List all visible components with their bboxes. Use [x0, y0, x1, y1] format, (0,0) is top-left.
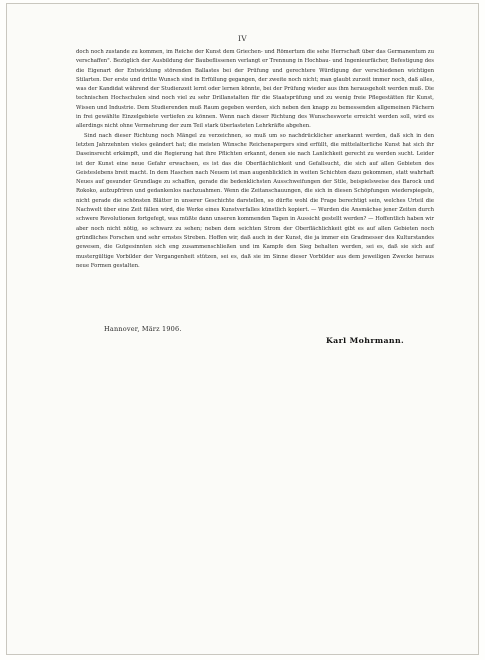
- page-number: IV: [238, 34, 247, 43]
- signature-place-date: Hannover, März 1906.: [104, 325, 182, 333]
- signature-name: Karl Mohrmann.: [326, 336, 405, 345]
- body-text: [76, 48, 434, 271]
- paragraph-2: Sind nach dieser Richtung noch Mängel zu verzeichnen, so muß um so nachdrücklicher anerkannt werden, daß sich in den letzten Jahrzehnten vieles geändert hat; die meisten Wünsche Reichenspergers sind erfüllt, die mittelalterliche Kunst hat sich ihr Daseinsrecht erkämpft, und die Regierung hat ihre Pflichten erkannt, denen sie nach Lanlichkeit gerecht zu werden sucht. Leider ist der Kunst eine neue Gefahr erwachsen, es ist das die Oberflächlichkeit und Gefallsucht, die sich auf allen Gebieten des Geisteslebens breit macht. In dem Haschen nach Neuem ist man augenblicklich in weiten Schichten dazu gekommen, statt wahrhaft Neues auf gesunder Grundlage zu schaffen, gerade die bedenklichsten Ausschweifungen der Stile, beispielsweise des Barock und Rokoko, aufzupfriren und gedankenlos nachzuahmen. Wenn die Zeitanschauungen, die sich in diesen Schöpfungen wiederspiegeln, nicht gerade die schönsten Blätter in unserer Geschichte darstellen, so dürfte wohl die Frage berechtigt sein, welches Urteil die Nachwelt über eine Zeit fällen wird, die Werke eines Kunstverfalles künstlich kopiert. — Wurden die Ansmächse jener Zeiten durch schwere Revolutionen fortgefegt, was müßte dann unseren kommenden Tagen in Aussicht gestellt werden? — Hoffentlich haben wir aber noch nicht nötig, so schwarz zu sehen; neben dem seichten Strom der Oberflächlichkeit gibt es auf allen Gebieten noch gründliches Forschen und sehr ernstes Streben. Hoffen wir, daß auch in der Kunst, die ja immer ein Gradmesser des Kulturstandes gewesen, die Gutgesinnten sich eng zusammenschließen und im Kampfe den Sieg behalten werden, sei es, daß sie sich auf mustergültige Vorbilder der Vergangenheit stützen, sei es, daß sie im Sinne dieser Vorbilder aus dem jeweiligen Zwecke heraus neue Formen gestalten.: [76, 132, 434, 269]
- paragraph-1: doch noch zustande zu kommen, im Reiche der Kunst dem Griechen- und Römertum die sehe Herrschaft über das Germanentum zu verschaffen". Bezüglich der Ausbildung der Baubeflissenen verlangt er Trennung in Hochbau- und Ingenieurfächer, Befestigung des die Eigenart der Entwicklung störenden Ballastes bei der Prüfung und gerechtere Würdigung der verschiedenen wichtigen Stilarten. Der erste und dritte Wunsch sind in Erfüllung gegangen, der zweite noch nicht; man glaubt zurzeit immer noch, daß alles, was der Kandidat während der Studienzeit lernt oder lernen könnte, bei der Prüfung wieder aus ihm herausgeholt werden muß. Die technischen Hochschulen sind noch viel zu sehr Drillanstalten für die Staatsprüfung und zu wenig freie Pflegestätten für Kunst, Wissen und Industrie. Dem Studierenden muß Raum gegeben werden, sich neben den knapp zu bemessenden allgemeinen Fächern in frei gewählte Einzelgebiete vertiefen zu können. Wenn nach dieser Richtung des Wunschesworte erreicht werden soll, wird es allerdings nicht ohne Vermehrung der zum Teil stark überlasteten Lehrkräfte abgehen.: [76, 49, 434, 130]
